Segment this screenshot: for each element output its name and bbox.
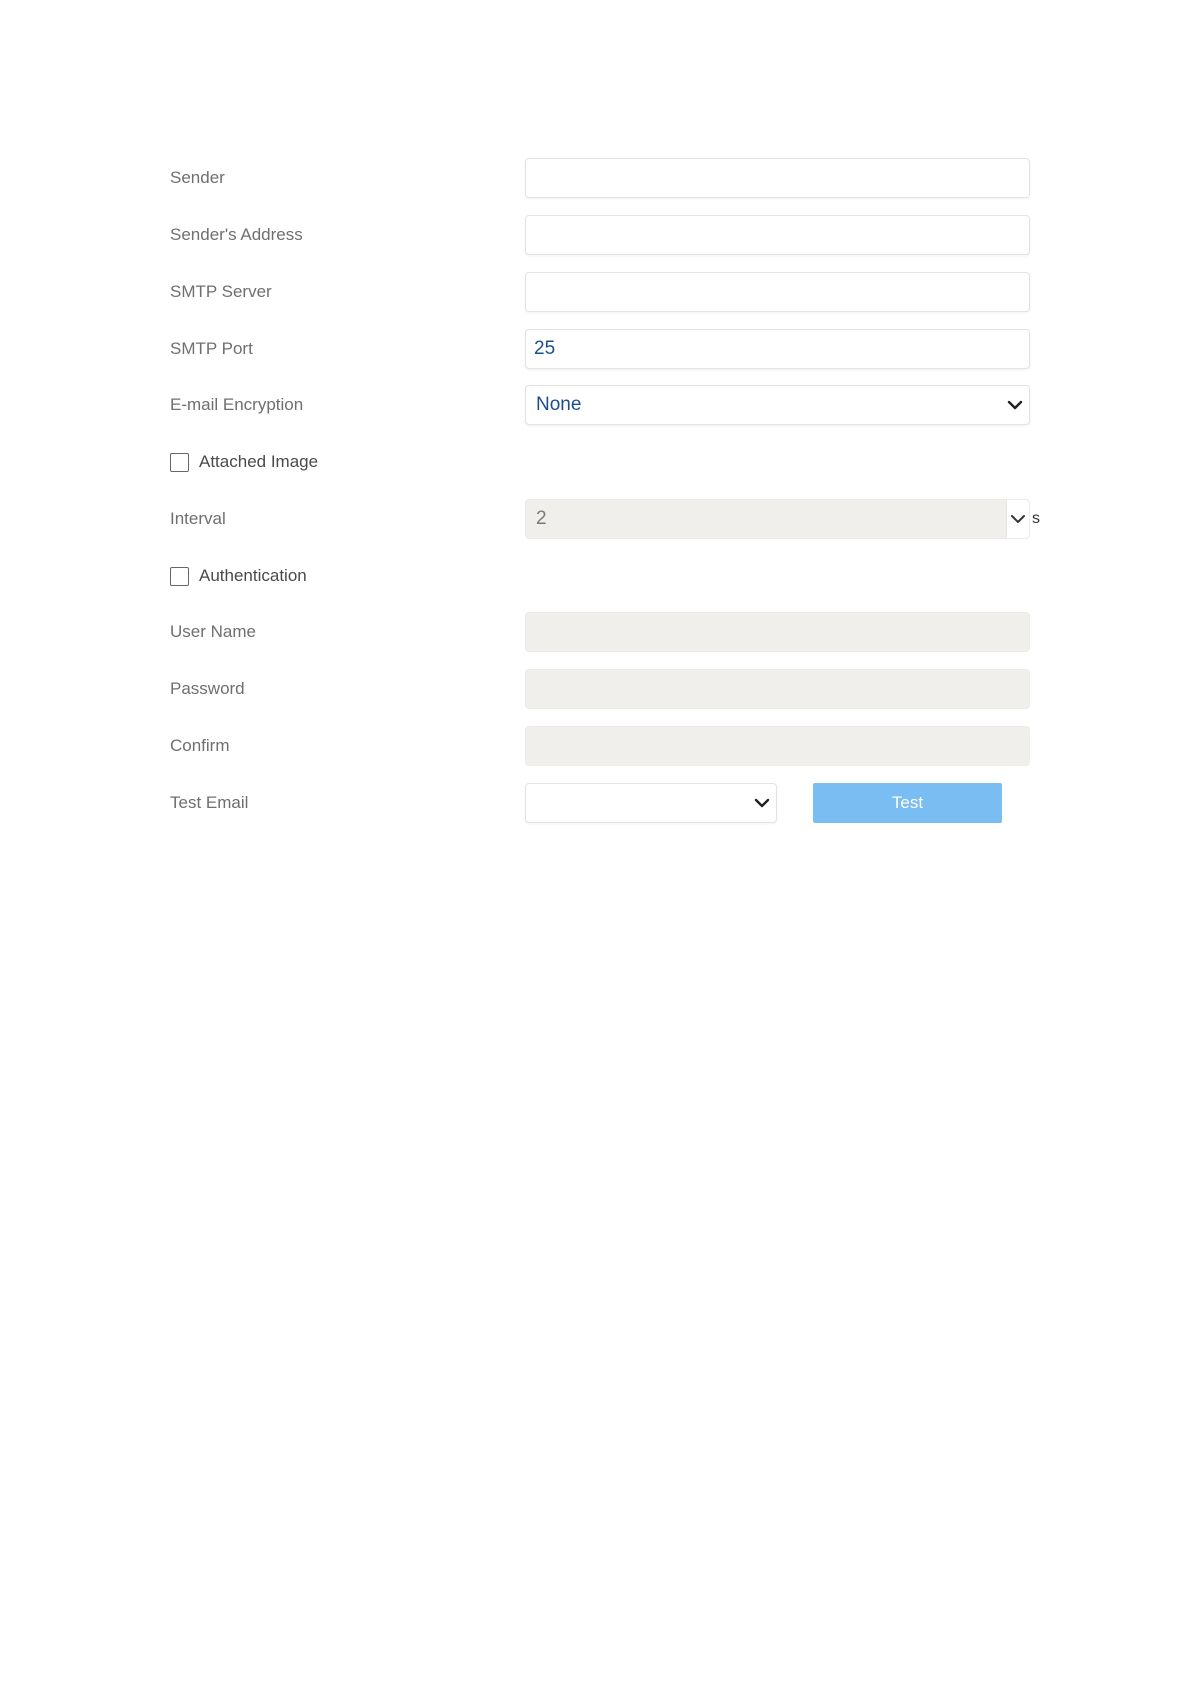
authentication-row <box>0 556 1190 596</box>
sender-label: Sender <box>170 168 225 187</box>
test-email-label: Test Email <box>170 793 249 812</box>
smtp-port-row <box>0 329 1190 369</box>
interval-row <box>0 499 1190 539</box>
chevron-down-icon <box>1007 399 1023 411</box>
test-email-select[interactable] <box>525 783 777 823</box>
attached-image-label: Attached Image <box>199 452 319 471</box>
confirm-label: Confirm <box>170 736 230 755</box>
authentication-checkbox[interactable] <box>170 567 189 586</box>
user-name-row <box>0 612 1190 652</box>
interval-unit: s <box>1032 510 1040 527</box>
smtp-server-input[interactable] <box>525 272 1030 312</box>
interval-selected: 2 <box>536 508 547 529</box>
attached-image-row <box>0 442 1190 482</box>
attached-image-option[interactable] <box>170 452 318 472</box>
smtp-server-row <box>0 272 1190 312</box>
authentication-label: Authentication <box>199 566 307 585</box>
sender-row <box>0 158 1190 198</box>
confirm-password-input[interactable] <box>525 726 1030 766</box>
chevron-down-icon <box>754 797 770 809</box>
smtp-port-value: 25 <box>534 338 556 359</box>
senders-address-input[interactable] <box>525 215 1030 255</box>
email-encryption-label: E-mail Encryption <box>170 395 304 414</box>
password-label: Password <box>170 679 245 698</box>
email-encryption-select[interactable] <box>525 385 1030 425</box>
email-encryption-row <box>0 385 1190 425</box>
test-button[interactable]: Test <box>813 783 1002 823</box>
password-input[interactable] <box>525 669 1030 709</box>
attached-image-checkbox[interactable] <box>170 453 189 472</box>
password-row <box>0 669 1190 709</box>
interval-select[interactable] <box>525 499 1030 539</box>
chevron-down-icon <box>1010 513 1026 525</box>
smtp-port-input[interactable] <box>525 329 1030 369</box>
user-name-input[interactable] <box>525 612 1030 652</box>
smtp-server-label: SMTP Server <box>170 282 272 301</box>
user-name-label: User Name <box>170 622 256 641</box>
confirm-row <box>0 726 1190 766</box>
senders-address-row <box>0 215 1190 255</box>
smtp-port-label: SMTP Port <box>170 339 253 358</box>
authentication-option[interactable] <box>170 566 307 586</box>
senders-address-label: Sender's Address <box>170 225 303 244</box>
email-encryption-selected: None <box>536 394 582 415</box>
sender-input[interactable] <box>525 158 1030 198</box>
interval-label: Interval <box>170 509 226 528</box>
interval-dropdown-toggle[interactable] <box>1006 500 1029 538</box>
test-email-row <box>0 783 1190 823</box>
